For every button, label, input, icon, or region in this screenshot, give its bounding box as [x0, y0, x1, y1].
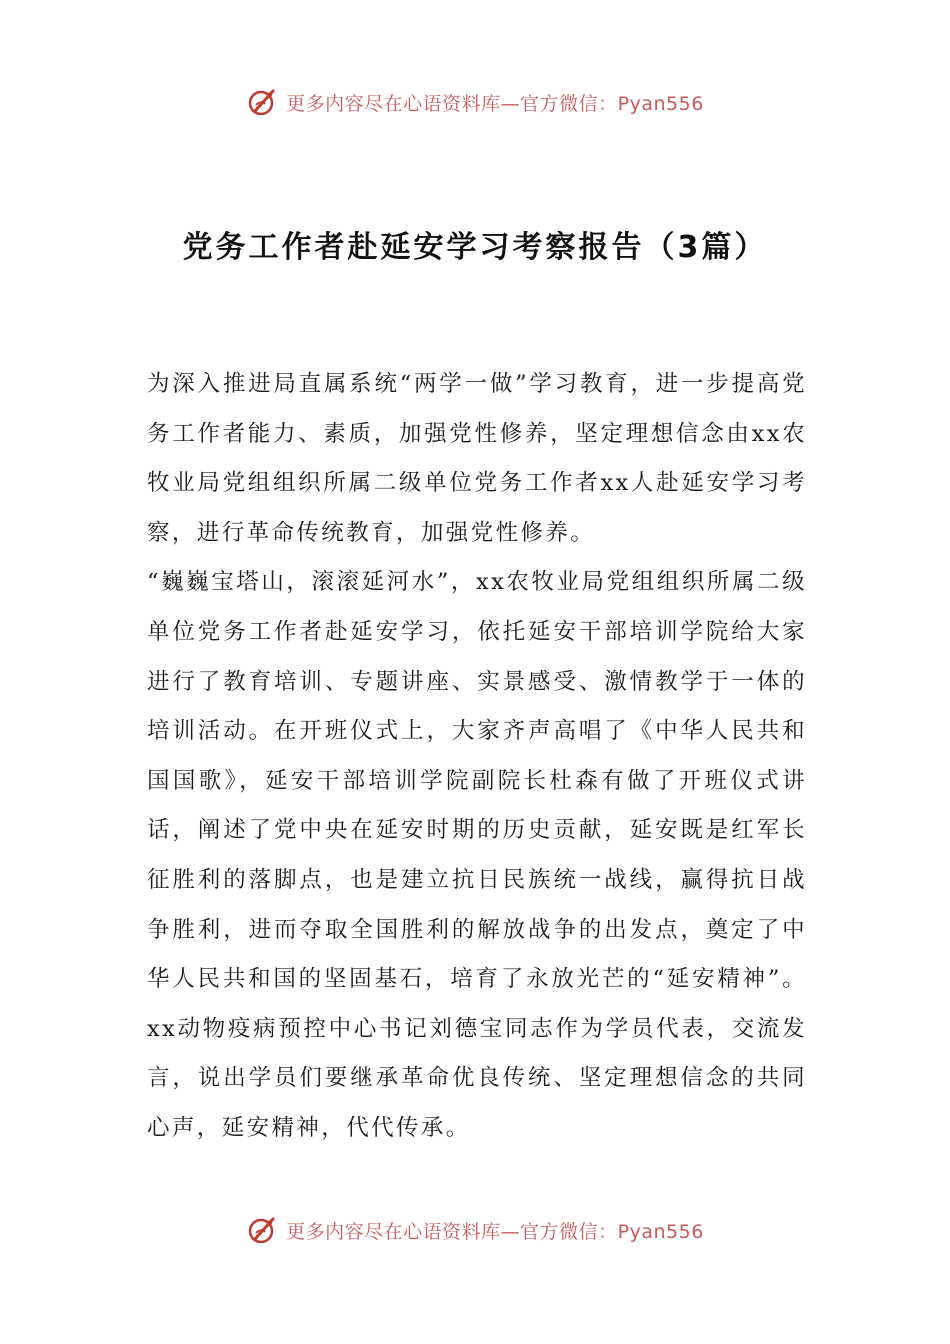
footer-banner-text: 更多内容尽在心语资料库—官方微信：Pyan556 — [286, 1220, 704, 1243]
paragraph-training: “巍巍宝塔山，滚滚延河水”，xx农牧业局党组组织所属二级单位党务工作者赴延安学习，依托延安干部培训学院给大家进行了教育培训、专题讲座、实景感受、激情教学于一体的培训活动。在开班仪式上，大家齐声高唱了《中华人民共和国国歌》，延安干部培训学院副院长杜森有做了开班仪式讲话，阐述了党中央在延安时期的历史贡献，延安既是红军长征胜利的落脚点，也是建立抗日民族统一战线，赢得抗日战争胜利，进而夺取全国胜利的解放战争的出发点，奠定了中华人民共和国的坚固基石，培育了永放光芒的“延安精神”。xx动物疫病预控中心书记刘德宝同志作为学员代表，交流发言，说出学员们要继承革命优良传统、坚定理想信念的共同心声，延安精神，代代传承。 — [147, 569, 807, 1141]
paragraph-intro: 为深入推进局直属系统“两学一做”学习教育，进一步提高党务工作者能力、素质，加强党性修养，坚定理想信念由xx农牧业局党组组织所属二级单位党务工作者xx人赴延安学习考察，进行革命传统教育，加强党性修养。 — [147, 371, 807, 546]
header-banner — [0, 82, 950, 122]
document-body — [147, 360, 807, 1154]
quill-pen-icon — [246, 85, 280, 119]
quill-pen-icon — [246, 1213, 280, 1247]
footer-banner — [0, 1210, 950, 1250]
document-title: 党务工作者赴延安学习考察报告（3篇） — [182, 230, 768, 265]
header-banner-text: 更多内容尽在心语资料库—官方微信：Pyan556 — [286, 92, 704, 115]
